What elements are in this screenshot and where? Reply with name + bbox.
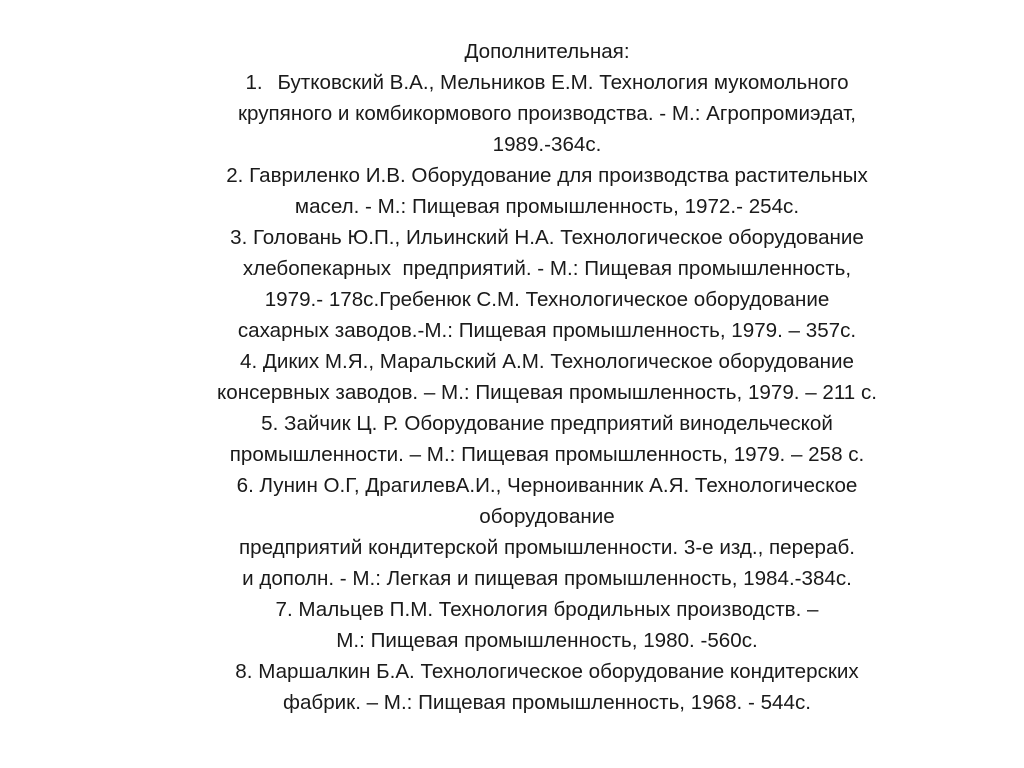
reference-line: промышленности. – М.: Пищевая промышленность, 1979. – 258 с. (229, 443, 865, 466)
reference-line: 5. Зайчик Ц. Р. Оборудование предприятий винодельческой (261, 412, 833, 435)
reference-line: фабрик. – М.: Пищевая промышленность, 1968. - 544с. (283, 691, 811, 714)
reference-line: М.: Пищевая промышленность, 1980. -560с. (336, 629, 758, 652)
list-heading: Дополнительная: (464, 40, 630, 63)
reference-line (120, 67, 974, 98)
item-text: Бутковский В.А., Мельников Е.М. Технология мукомольного (277, 71, 849, 94)
reference-line: 6. Лунин О.Г, ДрагилевА.И., Черноиванник А.Я. Технологическое (236, 474, 858, 497)
reference-line: сахарных заводов.-М.: Пищевая промышленность, 1979. – 357с. (237, 319, 857, 342)
reference-line: оборудование (479, 505, 615, 528)
reference-line: консервных заводов. – М.: Пищевая промышленность, 1979. – 211 с. (217, 381, 877, 404)
reference-line: крупяного и комбикормового производства. - М.: Агропромиэдат, (238, 102, 856, 125)
reference-line: 1989.-364с. (492, 133, 602, 156)
reference-line: 2. Гавриленко И.В. Оборудование для производства растительных (226, 164, 868, 187)
reference-line: и дополн. - М.: Легкая и пищевая промышленность, 1984.-384с. (242, 567, 852, 590)
reference-line: предприятий кондитерской промышленности. 3-е изд., перераб. (239, 536, 855, 559)
reference-line: 3. Головань Ю.П., Ильинский Н.А. Технологическое оборудование (230, 226, 864, 249)
reference-line: 7. Мальцев П.М. Технология бродильных производств. – (275, 598, 819, 621)
reference-line: масел. - М.: Пищевая промышленность, 1972.- 254с. (294, 195, 800, 218)
reference-line: хлебопекарных предприятий. - М.: Пищевая промышленность, (242, 257, 852, 280)
reference-list (120, 36, 974, 718)
reference-line: 1979.- 178с.Гребенюк С.М. Технологическое оборудование (264, 288, 830, 311)
reference-line: 4. Диких М.Я., Маральский А.М. Технологическое оборудование (239, 350, 855, 373)
item-number: 1. (245, 71, 263, 94)
reference-line: 8. Маршалкин Б.А. Технологическое оборудование кондитерских (235, 660, 859, 683)
